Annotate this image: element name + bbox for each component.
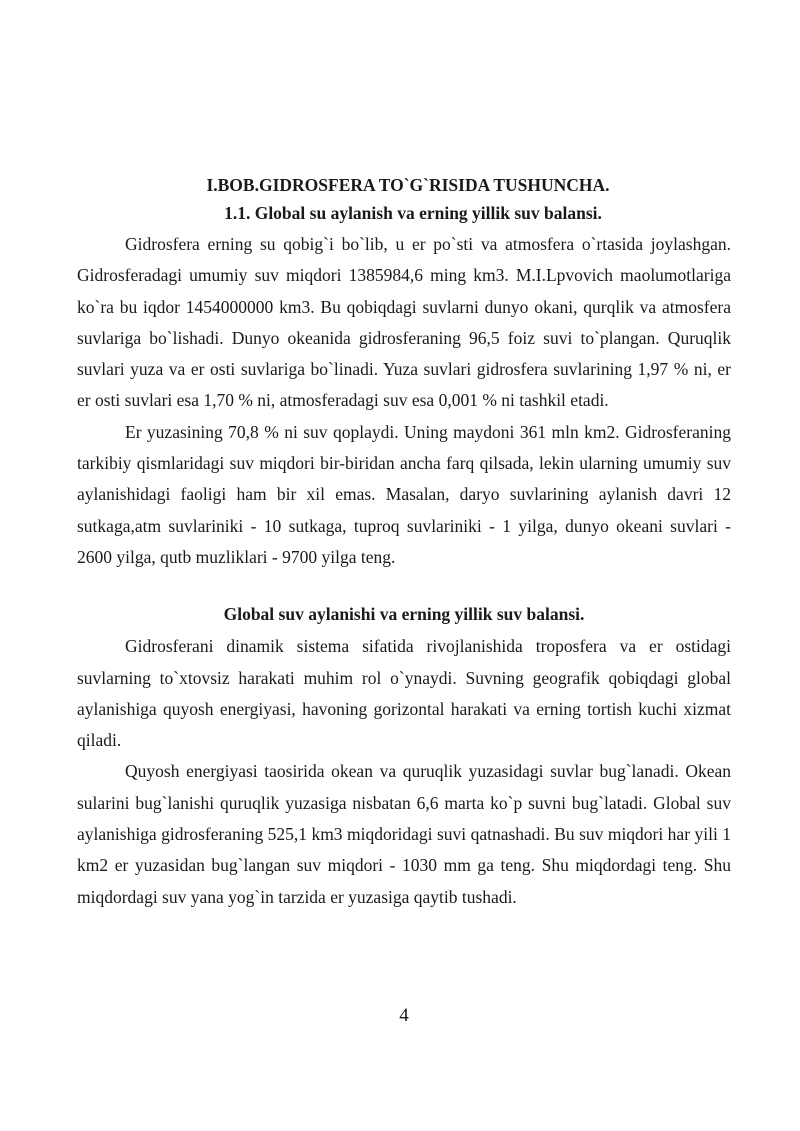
section-title: 1.1. Global su aylanish va erning yillik suv balansi. [224,203,602,223]
paragraph: Gidrosfera erning su qobig`i bo`lib, u er po`sti va atmosfera o`rtasida joylashgan. Gidrosferadagi umumiy suv miqdori 1385984,6 ming km3. M.I.Lpvovich maolumotlariga ko`ra bu iqdor 1454000000 km3. Bu qobiqdagi suvlarni dunyo okani, qurqlik va atmosfera suvlariga bo`lishadi. Dunyo okeanida gidrosferaning 96,5 foiz suvi to`plangan. Quruqlik suvlari yuza va er osti suvlariga bo`linadi. Yuza suvlari gidrosfera suvlarining 1,97 % ni, er er osti suvlari esa 1,70 % ni, atmosferadagi suv esa 0,001 % ni tashkil etadi. [77,234,731,411]
section-title: Global suv aylanishi va erning yillik suv balansi. [223,604,585,625]
spacer [77,573,731,599]
chapter-title: I.BOB.GIDROSFERA TO`G`RISIDA TUSHUNCHA. [206,175,610,195]
paragraph: Er yuzasining 70,8 % ni suv qoplaydi. Uning maydoni 361 mln km2. Gidrosferaning tarkibiy qismlaridagi suv miqdori bir-biridan ancha farq qilsada, lekin ularning umumiy suv aylanishidagi faoligi ham bir xil emas. Masalan, daryo suvlarining aylanish davri 12 sutkaga,atm suvlariniki - 10 sutkaga, tuproq suvlariniki - 1 yilga, dunyo okeani suvlari - 2600 yilga, qutb muzliklari - 9700 yilga teng. [77,421,731,567]
document-body [77,172,731,913]
paragraph: Gidrosferani dinamik sistema sifatida rivojlanishida troposfera va er ostidagi suvlarning to`xtovsiz harakati muhim rol o`ynaydi. Suvning geografik qobiqdagi global aylanishiga quyosh energiyasi, havoning gorizontal harakati va erning tortish kuchi xizmat qiladi. [77,636,731,751]
paragraph: Quyosh energiyasi taosirida okean va quruqlik yuzasidagi suvlar bug`lanadi. Okean sularini bug`lanishi quruqlik yuzasiga nisbatan 6,6 marta ko`p suvni bug`latadi. Global suv aylanishiga gidrosferaning 525,1 km3 miqdoridagi suvi qatnashadi. Bu suv miqdori har yili 1 km2 er yuzasidan bug`langan suv miqdori - 1030 mm ga teng. Shu miqdordagi teng. Shu miqdordagi suv yana yog`in tarzida er yuzasiga qaytib tushadi. [77,761,731,907]
page-number: 4 [399,1005,409,1026]
